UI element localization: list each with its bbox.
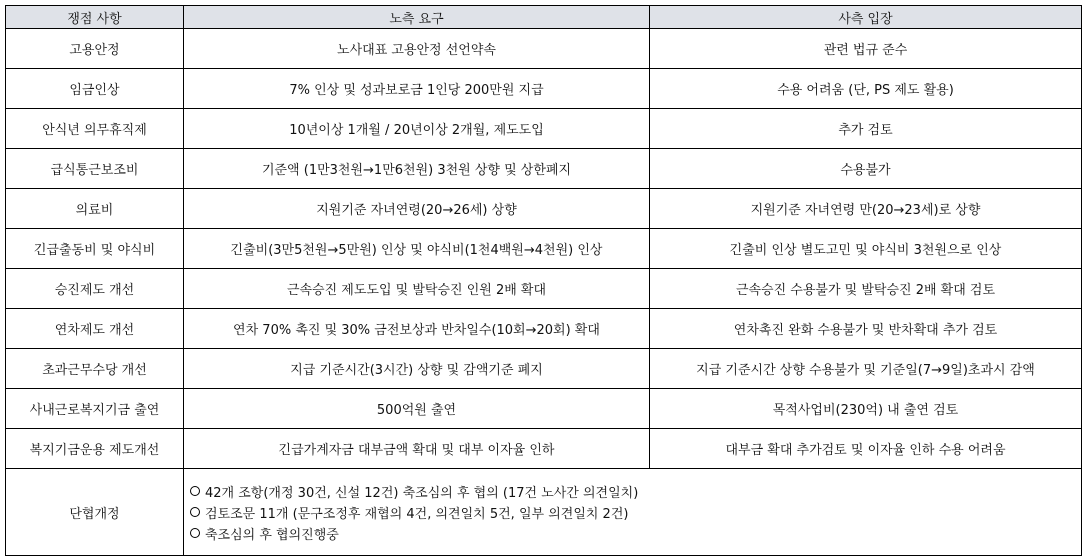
- management-cell: 추가 검토: [650, 109, 1082, 149]
- issue-cell: 복지기금운용 제도개선: [6, 429, 184, 469]
- issue-cell: 고용안정: [6, 29, 184, 69]
- issue-cell: 사내근로복지기금 출연: [6, 389, 184, 429]
- circle-bullet-icon: [190, 486, 200, 496]
- table-row: [6, 29, 1082, 69]
- table-row: [6, 309, 1082, 349]
- management-cell: 목적사업비(230억) 내 출연 검토: [650, 389, 1082, 429]
- header-row: [6, 6, 1082, 29]
- management-cell: 수용 어려움 (단, PS 제도 활용): [650, 69, 1082, 109]
- table-row: [6, 349, 1082, 389]
- issue-cell: 급식통근보조비: [6, 149, 184, 189]
- issue-cell: 임금인상: [6, 69, 184, 109]
- issues-table: [5, 5, 1082, 556]
- table-row: [6, 189, 1082, 229]
- issue-cell: 초과근무수당 개선: [6, 349, 184, 389]
- table-row: [6, 389, 1082, 429]
- header-labor-demand: 노측 요구: [184, 6, 650, 29]
- labor-cell: 기준액 (1만3천원→1만6천원) 3천원 상향 및 상한폐지: [184, 149, 650, 189]
- circle-bullet-icon: [190, 507, 200, 517]
- note-text: 축조심의 후 협의진행중: [205, 527, 339, 543]
- header-management-position: 사측 입장: [650, 6, 1082, 29]
- management-cell: 긴출비 인상 별도고민 및 야식비 3천원으로 인상: [650, 229, 1082, 269]
- labor-cell: 7% 인상 및 성과보로금 1인당 200만원 지급: [184, 69, 650, 109]
- note-line: [190, 481, 1077, 502]
- labor-cell: 긴급가계자금 대부금액 확대 및 대부 이자율 인하: [184, 429, 650, 469]
- management-cell: 대부금 확대 추가검토 및 이자율 인하 수용 어려움: [650, 429, 1082, 469]
- table-row: [6, 69, 1082, 109]
- note-text: 42개 조항(개정 30건, 신설 12건) 축조심의 후 협의 (17건 노사간 의견일치): [205, 485, 639, 501]
- labor-cell: 10년이상 1개월 / 20년이상 2개월, 제도도입: [184, 109, 650, 149]
- header-issue: 쟁점 사항: [6, 6, 184, 29]
- management-cell: 수용불가: [650, 149, 1082, 189]
- note-line: [190, 502, 1077, 523]
- table-row-collective-agreement: [6, 469, 1082, 556]
- table-row: [6, 429, 1082, 469]
- table-row: [6, 149, 1082, 189]
- labor-cell: 근속승진 제도도입 및 발탁승진 인원 2배 확대: [184, 269, 650, 309]
- management-cell: 관련 법규 준수: [650, 29, 1082, 69]
- labor-cell: 연차 70% 촉진 및 30% 금전보상과 반차일수(10회→20회) 확대: [184, 309, 650, 349]
- labor-cell: 지원기준 자녀연령(20→26세) 상향: [184, 189, 650, 229]
- issue-cell: 승진제도 개선: [6, 269, 184, 309]
- labor-cell: 500억원 출연: [184, 389, 650, 429]
- notes-cell: [184, 469, 1082, 556]
- issue-cell: 연차제도 개선: [6, 309, 184, 349]
- issue-cell: 의료비: [6, 189, 184, 229]
- note-text: 검토조문 11개 (문구조정후 재협의 4건, 의견일치 5건, 일부 의견일치 2건): [205, 506, 629, 522]
- management-cell: 연차촉진 완화 수용불가 및 반차확대 추가 검토: [650, 309, 1082, 349]
- circle-bullet-icon: [190, 528, 200, 538]
- management-cell: 지원기준 자녀연령 만(20→23세)로 상향: [650, 189, 1082, 229]
- labor-cell: 노사대표 고용안정 선언약속: [184, 29, 650, 69]
- table-row: [6, 229, 1082, 269]
- labor-cell: 긴출비(3만5천원→5만원) 인상 및 야식비(1천4백원→4천원) 인상: [184, 229, 650, 269]
- issue-cell: 긴급출동비 및 야식비: [6, 229, 184, 269]
- management-cell: 지급 기준시간 상향 수용불가 및 기준일(7→9일)초과시 감액: [650, 349, 1082, 389]
- labor-cell: 지급 기준시간(3시간) 상향 및 감액기준 폐지: [184, 349, 650, 389]
- table-row: [6, 109, 1082, 149]
- management-cell: 근속승진 수용불가 및 발탁승진 2배 확대 검토: [650, 269, 1082, 309]
- table-row: [6, 269, 1082, 309]
- issue-cell: 안식년 의무휴직제: [6, 109, 184, 149]
- note-line: [190, 523, 1077, 544]
- issue-cell: 단협개정: [6, 469, 184, 556]
